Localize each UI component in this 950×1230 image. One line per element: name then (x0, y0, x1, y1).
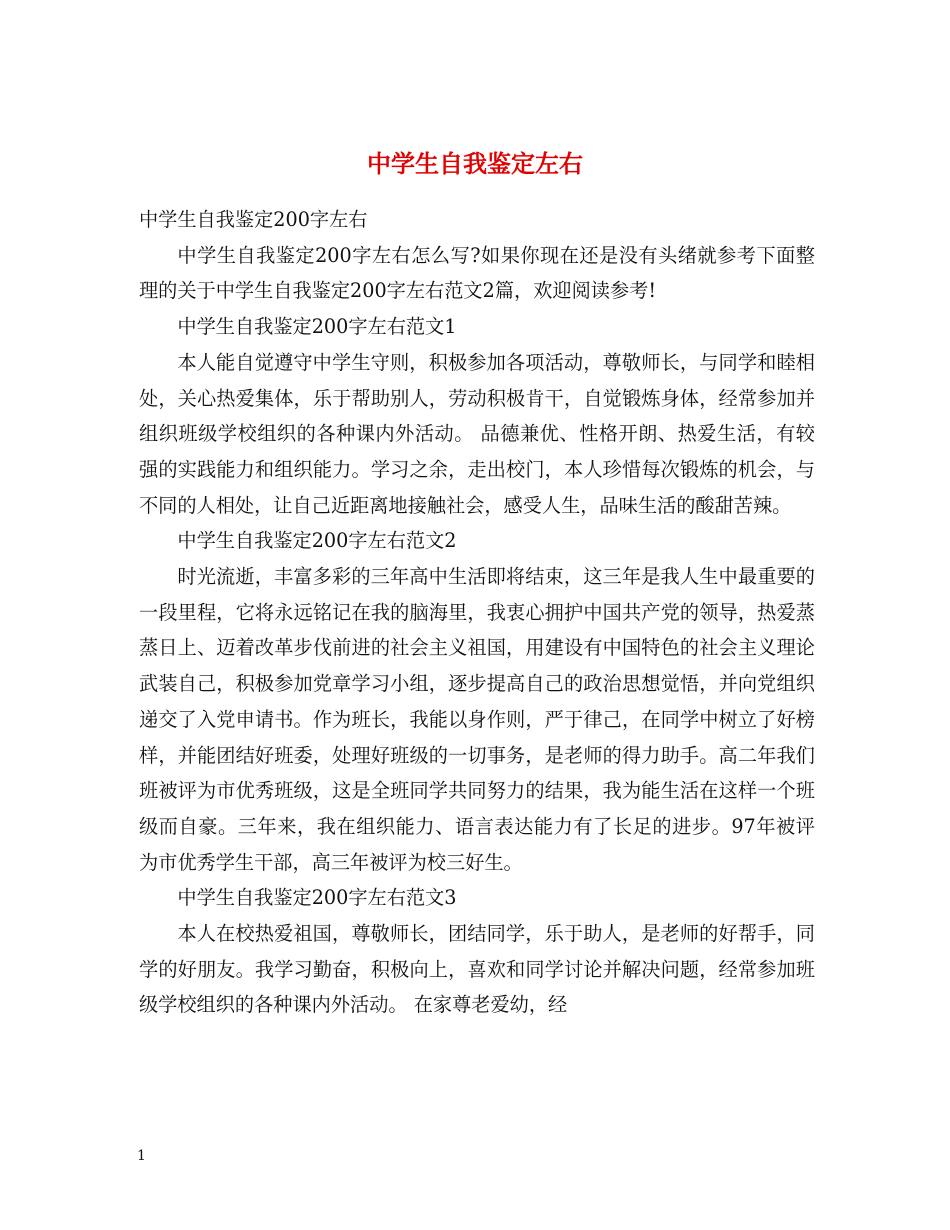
page-number: 1 (137, 1148, 146, 1164)
section-heading-3: 中学生自我鉴定200字左右范文3 (177, 886, 457, 910)
paragraph-sample-1: 本人能自觉遵守中学生守则，积极参加各项活动，尊敬师长，与同学和睦相处，关心热爱集体，乐于帮助别人，劳动积极肯干，自觉锻炼身体，经常参加并组织班级学校组织的各种课内外活动。 品德兼优、性格开朗、热爱生活，有较强的实践能力和组织能力。学习之余，走出校门，本人珍惜每次锻炼的机会，与不同的人相处，让自己近距离地接触社会，感受人生，品味生活的酸甜苦辣。 (139, 350, 815, 517)
section-heading-1: 中学生自我鉴定200字左右范文1 (177, 315, 457, 339)
paragraph-sample-2: 时光流逝，丰富多彩的三年高中生活即将结束，这三年是我人生中最重要的一段里程，它将永远铭记在我的脑海里，我衷心拥护中国共产党的领导，热爱蒸蒸日上、迈着改革步伐前进的社会主义祖国，用建设有中国特色的社会主义理论武装自己，积极参加党章学习小组，逐步提高自己的政治思想觉悟，并向党组织递交了入党申请书。作为班长，我能以身作则，严于律己，在同学中树立了好榜样，并能团结好班委，处理好班级的一切事务，是老师的得力助手。高二年我们班被评为市优秀班级，这是全班同学共同努力的结果，我为能生活在这样一个班级而自豪。三年来，我在组织能力、语言表达能力有了长足的进步。97年被评为市优秀学生干部，高三年被评为校三好生。 (139, 565, 815, 874)
page-title: 中学生自我鉴定左右 (367, 150, 583, 179)
section-heading-2: 中学生自我鉴定200字左右范文2 (177, 529, 457, 553)
paragraph-subtitle: 中学生自我鉴定200字左右 (139, 208, 368, 231)
document-body (139, 202, 815, 1023)
paragraph-intro: 中学生自我鉴定200字左右怎么写?如果你现在还是没有头绪就参考下面整理的关于中学生自我鉴定200字左右范文2篇，欢迎阅读参考! (139, 243, 815, 303)
paragraph-sample-3: 本人在校热爱祖国，尊敬师长，团结同学，乐于助人，是老师的好帮手，同学的好朋友。我学习勤奋，积极向上，喜欢和同学讨论并解决问题，经常参加班级学校组织的各种课内外活动。 在家尊老爱幼，经 (139, 922, 815, 1017)
